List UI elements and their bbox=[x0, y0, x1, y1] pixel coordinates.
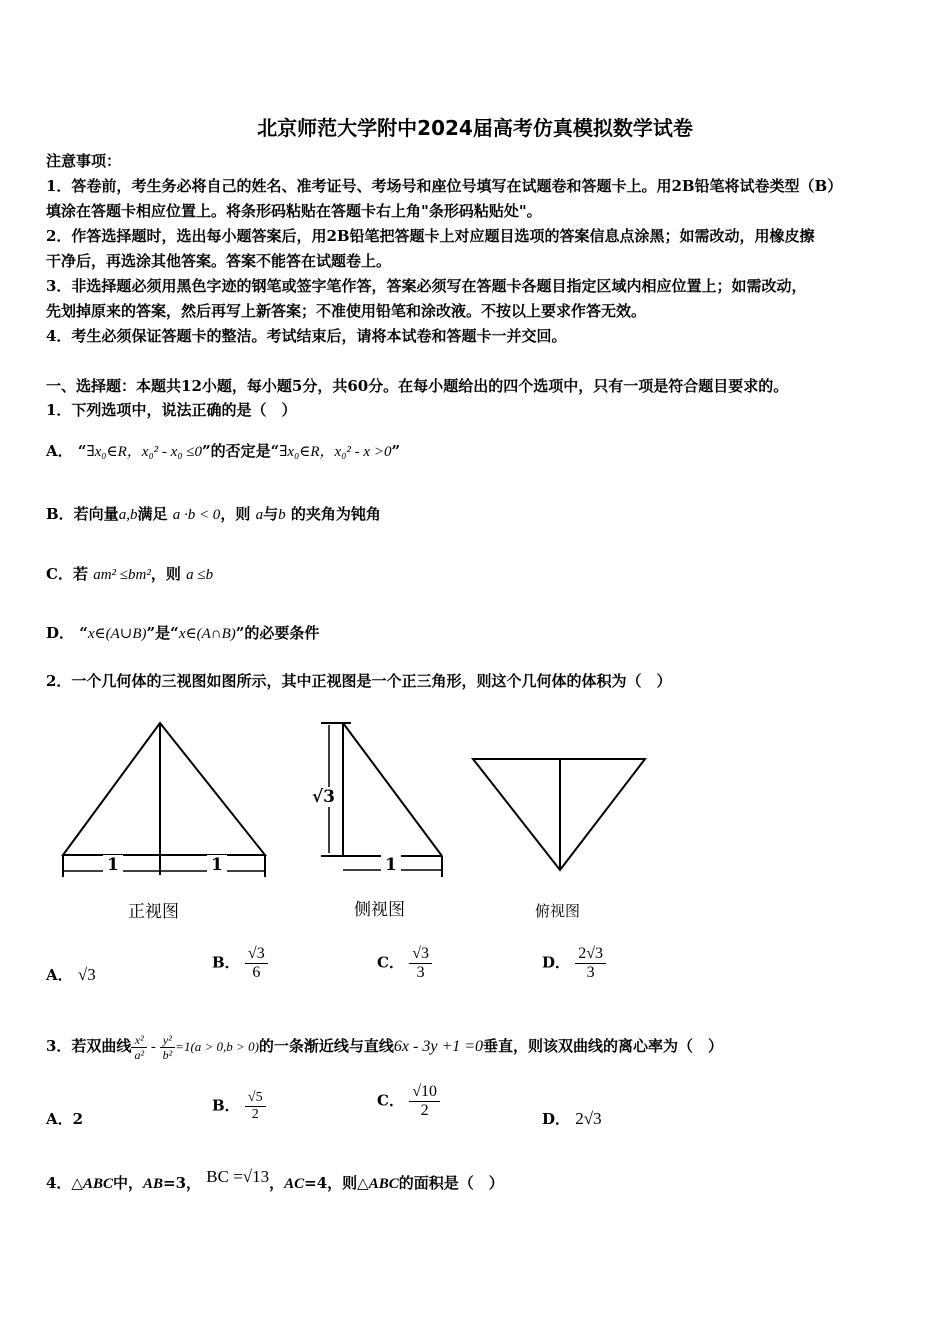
math-expr: ∃x₀∈R，x₀² - x₀ ≤0 bbox=[86, 444, 203, 460]
option-label: C． bbox=[377, 953, 404, 972]
numerator: y² bbox=[160, 1033, 176, 1048]
q1-option-a bbox=[46, 440, 906, 463]
notice-line: 1．答卷前，考生务必将自己的姓名、准考证号、考场号和座位号填写在试题卷和答题卡上。用2B铅笔将试卷类型（B） bbox=[46, 177, 843, 195]
math-expr: a bbox=[255, 507, 264, 523]
q3-option-a: A．2 bbox=[46, 1110, 84, 1128]
quote: “ bbox=[79, 624, 88, 642]
option-text: ”是“ bbox=[146, 624, 179, 642]
denominator: 3 bbox=[586, 964, 595, 981]
stem-text: 的面积是（ ） bbox=[398, 1174, 504, 1192]
top-view-caption: 俯视图 bbox=[535, 902, 581, 920]
math-expr: am² ≤bm² bbox=[93, 567, 151, 583]
dimension-label: √3 bbox=[312, 787, 336, 807]
q2-option-a bbox=[46, 964, 96, 985]
option-text: ”的否定是“ bbox=[202, 442, 280, 460]
option-label: A． bbox=[46, 442, 73, 460]
denominator: a² bbox=[134, 1047, 145, 1062]
front-view bbox=[63, 723, 265, 877]
math-expr: a ·b < 0 bbox=[172, 507, 221, 523]
notice-line: 干净后，再选涂其他答案。答案不能答在试题卷上。 bbox=[46, 252, 392, 270]
fraction bbox=[409, 1083, 440, 1120]
notice-line: 3．非选择题必须用黑色字迹的钢笔或签字笔作答，答案必须写在答题卡各题目指定区域内相应位置上；如需改动， bbox=[46, 277, 807, 295]
math-expr: ABC bbox=[82, 1176, 113, 1192]
section-heading: 一、选择题：本题共12小题，每小题5分，共60分。在每小题给出的四个选项中，只有一项是符合题目要求的。 bbox=[46, 377, 789, 395]
option-label: D． bbox=[542, 953, 571, 972]
option-label: D． bbox=[46, 624, 75, 642]
stem-text: 3．若双曲线 bbox=[46, 1037, 132, 1055]
math-expr: 6x - 3y +1 =0 bbox=[393, 1038, 484, 1055]
fraction bbox=[160, 1033, 176, 1062]
option-label: B． bbox=[212, 953, 240, 972]
fraction bbox=[245, 1090, 266, 1123]
stem-text: 的一条渐近线与直线 bbox=[258, 1037, 394, 1055]
stem-text: ， bbox=[269, 1174, 285, 1192]
dimension-label: 1 bbox=[103, 855, 123, 875]
option-label: C．若 bbox=[46, 565, 88, 583]
math-expr: =1(a > 0,b > 0) bbox=[175, 1039, 259, 1054]
option-label: B．若向量 bbox=[46, 505, 119, 523]
stem-text: =4，则△ bbox=[304, 1174, 369, 1192]
front-view-caption: 正视图 bbox=[128, 902, 179, 922]
dimension-label: 1 bbox=[381, 855, 401, 875]
numerator: √5 bbox=[245, 1090, 266, 1107]
q1-option-b bbox=[46, 503, 906, 526]
q3-option-b bbox=[212, 1090, 266, 1123]
math-expr: b bbox=[278, 507, 286, 523]
option-text: 的夹角为钝角 bbox=[290, 505, 381, 523]
denominator: 3 bbox=[416, 964, 425, 981]
math-expr: ABC bbox=[368, 1176, 399, 1192]
q3-option-d bbox=[542, 1108, 602, 1129]
notice-heading: 注意事项： bbox=[46, 152, 122, 170]
option-text: ，则 bbox=[220, 505, 251, 523]
question-4-stem bbox=[46, 1167, 906, 1195]
stem-text: 4．△ bbox=[46, 1174, 83, 1192]
notice-line: 2．作答选择题时，选出每小题答案后，用2B铅笔把答题卡上对应题目选项的答案信息点涂黑；如需改动，用橡皮擦 bbox=[46, 227, 815, 245]
numerator: √3 bbox=[409, 945, 432, 964]
fraction bbox=[245, 945, 268, 982]
denominator: 2 bbox=[420, 1102, 429, 1119]
dimension-label: 1 bbox=[207, 855, 227, 875]
question-2-stem: 2．一个几何体的三视图如图所示，其中正视图是一个正三角形，则这个几何体的体积为（ ） bbox=[46, 672, 672, 690]
notice-line: 4．考生必须保证答题卡的整洁。考试结束后，请将本试卷和答题卡一并交回。 bbox=[46, 327, 567, 345]
denominator: b² bbox=[162, 1047, 173, 1062]
fraction bbox=[575, 945, 606, 982]
three-view-figure bbox=[55, 715, 655, 890]
option-label: B． bbox=[212, 1096, 240, 1115]
math-expr: ∃x₀∈R，x₀² - x >0 bbox=[279, 444, 392, 460]
q2-option-c bbox=[377, 945, 432, 982]
side-view-caption: 侧视图 bbox=[354, 900, 405, 920]
math-expr: AB bbox=[143, 1176, 164, 1192]
top-view bbox=[473, 759, 645, 870]
math-expr: a ≤b bbox=[186, 567, 214, 583]
q1-option-d bbox=[46, 622, 906, 645]
quote: “ bbox=[77, 442, 87, 460]
denominator: 2 bbox=[251, 1107, 259, 1122]
math-expr: x∈(A∩B) bbox=[178, 626, 236, 642]
q2-option-d bbox=[542, 945, 606, 982]
question-3-stem bbox=[46, 1026, 906, 1067]
option-label: A． bbox=[46, 966, 73, 984]
side-view bbox=[321, 723, 442, 877]
q2-option-b bbox=[212, 945, 268, 982]
math-expr: a,b bbox=[118, 507, 138, 523]
option-label: C． bbox=[377, 1091, 404, 1110]
stem-text: 中， bbox=[113, 1174, 144, 1192]
math-expr: √3 bbox=[77, 965, 96, 984]
q1-option-c bbox=[46, 563, 906, 586]
denominator: 6 bbox=[252, 964, 261, 981]
quote: ” bbox=[391, 442, 401, 460]
q3-option-c bbox=[377, 1083, 440, 1120]
stem-text: =3， bbox=[163, 1174, 202, 1192]
numerator: √3 bbox=[245, 945, 268, 964]
stem-text: 垂直，则该双曲线的离心率为（ ） bbox=[483, 1037, 724, 1055]
option-text: ，则 bbox=[150, 565, 181, 583]
fraction bbox=[409, 945, 432, 982]
option-text: 满足 bbox=[137, 505, 168, 523]
notice-line: 先划掉原来的答案，然后再写上新答案；不准使用铅笔和涂改液。不按以上要求作答无效。 bbox=[46, 302, 647, 320]
question-1-stem: 1．下列选项中，说法正确的是（ ） bbox=[46, 401, 297, 419]
option-text: ”的必要条件 bbox=[235, 624, 320, 642]
numerator: √10 bbox=[409, 1083, 440, 1102]
math-expr: BC =√13 bbox=[206, 1167, 270, 1186]
math-expr: 2√3 bbox=[575, 1109, 602, 1128]
page-title: 北京师范大学附中2024届高考仿真模拟数学试卷 bbox=[257, 116, 693, 140]
notice-line: 填涂在答题卡相应位置上。将条形码粘贴在答题卡右上角"条形码粘贴处"。 bbox=[46, 202, 542, 220]
math-expr: AC bbox=[284, 1176, 305, 1192]
fraction bbox=[131, 1033, 147, 1062]
numerator: x² bbox=[131, 1033, 147, 1048]
numerator: 2√3 bbox=[575, 945, 606, 964]
option-text: 与 bbox=[263, 505, 279, 523]
math-op: - bbox=[147, 1039, 160, 1055]
math-expr: x∈(A∪B) bbox=[87, 626, 147, 642]
option-label: D． bbox=[542, 1110, 571, 1128]
